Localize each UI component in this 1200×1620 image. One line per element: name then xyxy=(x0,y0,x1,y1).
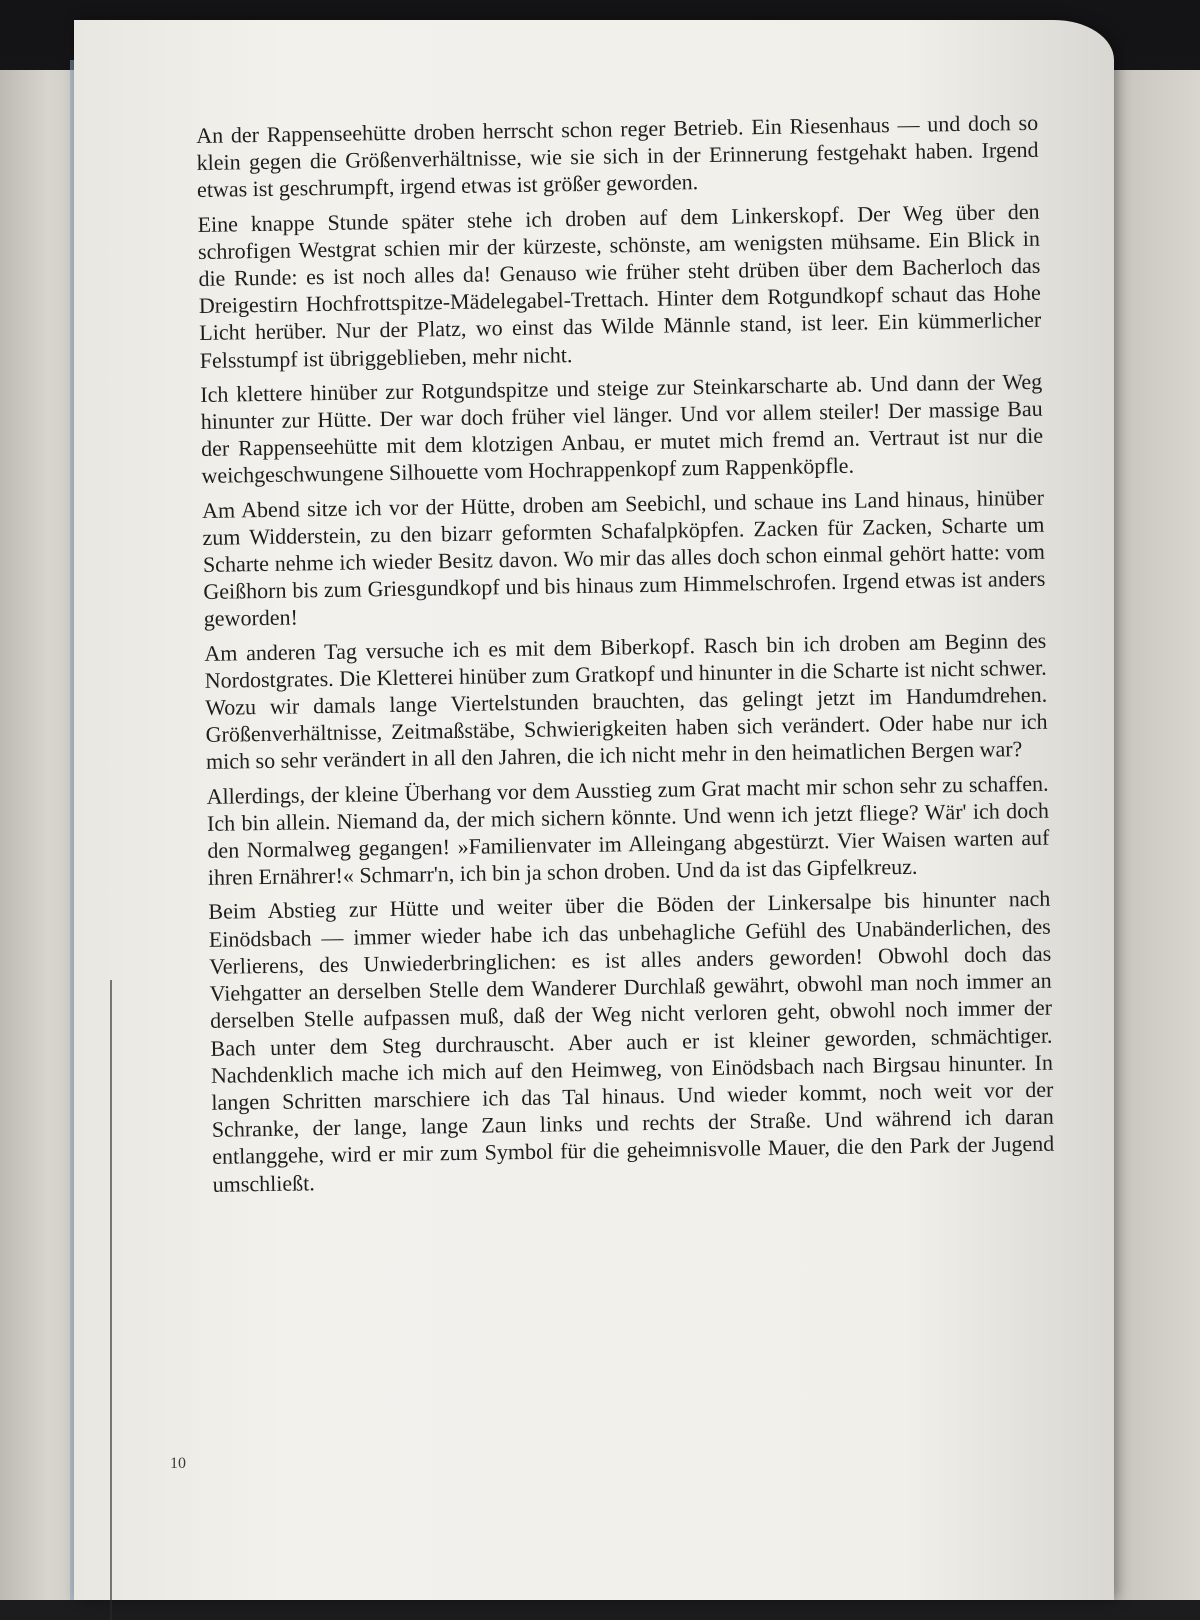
paragraph: Allerdings, der kleine Überhang vor dem Ausstieg zum Grat macht mir schon sehr zu schaffen. Ich bin allein. Niemand da, der mich sichern könnte. Und wenn ich jetzt fliege? Wär' ich doch den Normalweg gegangen! »Familienvater im Alleingang abgestürzt. Vier Waisen warten auf ihren Ernährer!« Schmarr'n, ich bin ja schon droben. Und da ist das Gipfelkreuz. xyxy=(206,770,1050,891)
body-text xyxy=(196,109,1055,1205)
paragraph: Ich klettere hinüber zur Rotgundspitze und steige zur Steinkarscharte ab. Und dann der Weg hinunter zur Hütte. Der war doch früher viel länger. Und vor allem steiler! Der massige Bau der Rappenseehütte mit dem klotzigen Anbau, er mutet mich fremd an. Vertraut ist nur die weichgeschwungene Silhouette vom Hochrappenkopf zum Rappenköpfle. xyxy=(200,368,1044,489)
left-page-edge xyxy=(0,70,80,1600)
paragraph: Am Abend sitze ich vor der Hütte, droben am Seebichl, und schaue ins Land hinaus, hinüber zum Widderstein, zu den bizarr geformten Schafalpköpfen. Zacken für Zacken, Scharte um Scharte nehme ich wieder Besitz davon. Wo mir das alles doch schon einmal gehört hatte: vom Geißhorn bis zum Griesgundkopf und bis hinaus zum Himmelschrofen. Irgend etwas ist anders geworden! xyxy=(201,484,1046,632)
paragraph: Am anderen Tag versuche ich es mit dem Biberkopf. Rasch bin ich droben am Beginn des Nordostgrates. Die Kletterei hinüber zum Gratkopf und hinunter in die Scharte ist nicht schwer. Wozu wir damals lange Viertelstunden brauchten, das gelingt jetzt im Handumdrehen. Größenverhältnisse, Zeitmaßstäbe, Schwierigkeiten haben sich verändert. Oder habe nur ich mich so sehr verändert in all den Jahren, die ich nicht mehr in den heimatlichen Bergen war? xyxy=(204,627,1048,775)
paragraph: Beim Abstieg zur Hütte und weiter über die Böden der Linkersalpe bis hinunter nach Einödsbach — immer wieder habe ich das unbehagliche Gefühl des Unabänderlichen, des Verlierens, des Unwiederbringlichen: es ist alles anders geworden! Obwohl doch das Viehgatter an derselben Stelle dem Wanderer Durchlaß gewährt, obwohl man noch immer an derselben Stelle aufpassen muß, daß der Weg nicht verloren geht, obwohl noch immer der Bach unter dem Steg durchrauscht. Aber auch er ist kleiner geworden, schmächtiger. Nachdenklich mache ich mich auf den Heimweg, von Einödsbach nach Birgsau hinunter. In langen Schritten marschiere ich das Tal hinaus. Und wieder kommt, noch weit vor der Schranke, der lange, lange Zaun links und rechts der Straße. Und während ich daran entlanggehe, wird er mir zum Symbol für die geheimnisvolle Mauer, die den Park der Jugend umschließt. xyxy=(208,886,1055,1197)
paragraph: An der Rappenseehütte droben herrscht schon reger Betrieb. Ein Riesenhaus — und doch so klein gegen die Größenverhältnisse, wie sie sich in der Erinnerung festgehakt haben. Irgend etwas ist geschrumpft, irgend etwas ist größer geworden. xyxy=(196,109,1039,203)
page-number: 10 xyxy=(170,1455,186,1472)
paragraph: Eine knappe Stunde später stehe ich droben auf dem Linkerskopf. Der Weg über den schrofigen Westgrat schien mir der kürzeste, schönste, am wenigsten mühsame. Ein Blick in die Runde: es ist noch alles da! Genauso wie früher steht drüben über dem Bacherloch das Dreigestirn Hochfrottspitze-Mädelegabel-Trettach. Hinter dem Rotgundkopf schaut das Hohe Licht herüber. Nur der Platz, wo einst das Wilde Männle stand, ist leer. Ein kümmerlicher Felsstumpf ist übriggeblieben, mehr nicht. xyxy=(197,198,1042,373)
gutter-shadow-line xyxy=(110,980,112,1620)
